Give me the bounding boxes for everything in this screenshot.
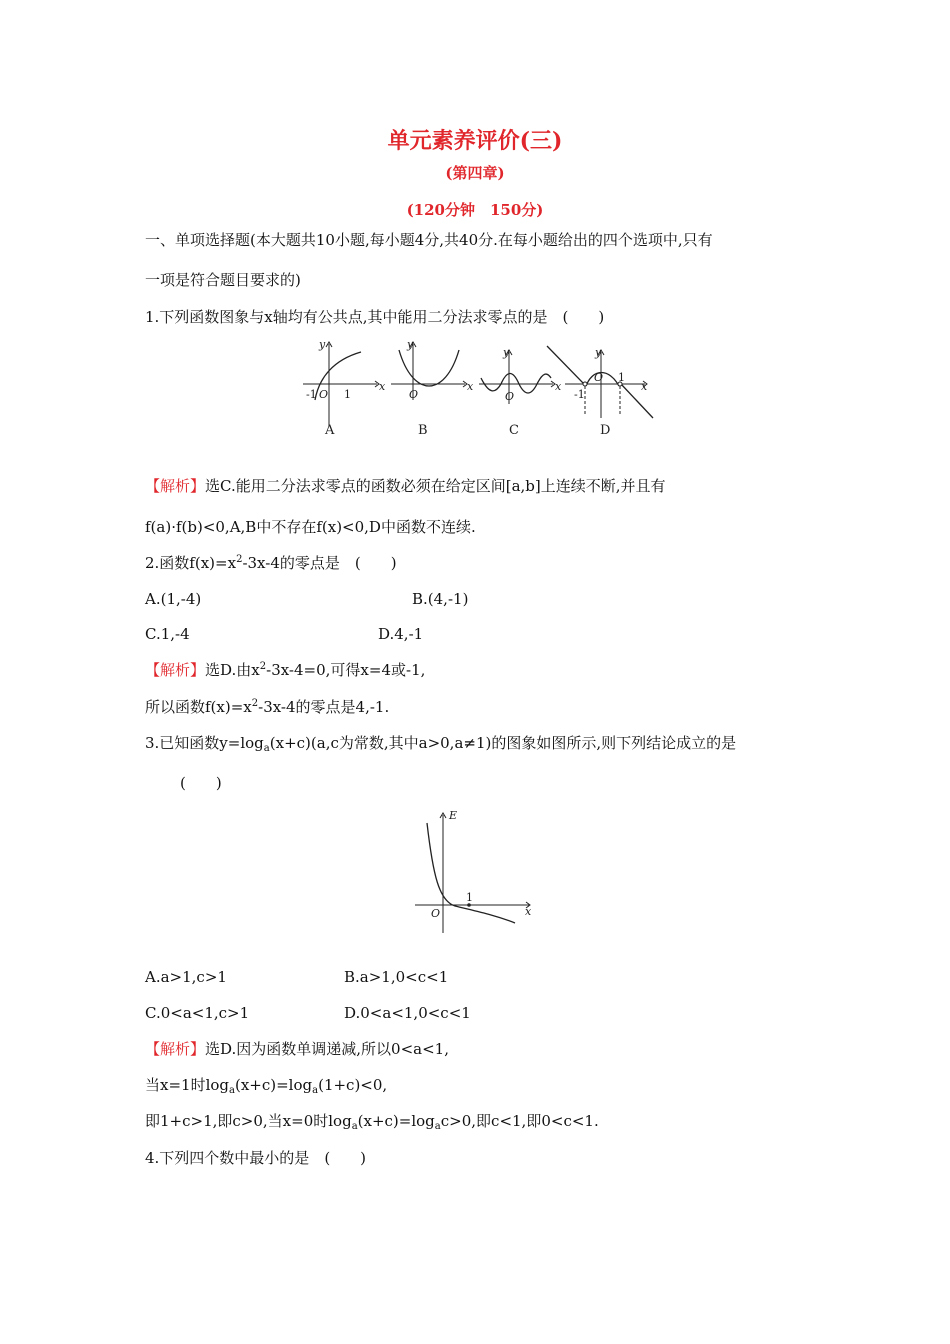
q2-answer-line1: 【解析】选D.由$x^2-3x-4=0$,可得x=4或-1, [145,661,426,679]
q2-option-d: D.4,-1 [378,625,424,643]
q1-graph-label-c: C [509,423,519,438]
q1-graph-a [303,342,379,426]
q1-c-x-label: x [555,380,562,393]
q1-c-y-label: y [503,346,510,359]
q3-answer-line2: 当x=1时$\log_a(x+c)=\log_a(1+c)<0$, [145,1076,388,1096]
q1-a-neg1: -1 [306,388,317,401]
q1-answer-line1: 【解析】选C.能用二分法求零点的函数必须在给定区间[a,b]上连续不断,并且有 [145,477,666,495]
q1-a-origin: O [319,388,329,401]
exam-meta: (120分钟 150分) [406,201,544,219]
q1-answer-line2: f(a)·f(b)<0,A,B中不存在f(x)<0,D中函数不连续. [145,518,476,536]
q1-graph-label-d: D [600,423,611,438]
answer-tag: 【解析】 [145,477,206,495]
q3-option-d: D.0<a<1,0<c<1 [344,1004,471,1022]
q1-a-y-label: y [319,338,326,351]
answer-tag: 【解析】 [145,1040,206,1058]
q1-d-origin: O [594,371,604,384]
section-heading-line2: 一项是符合题目要求的) [145,271,301,289]
q1-b-y-label: y [407,338,414,351]
q3-y-label: E [449,809,458,822]
q1-graphs-figure [295,338,655,443]
q1-graph-label-a: A [325,423,335,438]
q1-a-x-label: x [379,380,386,393]
q2-option-a: A.(1,-4) [145,590,202,608]
section-heading-line1: 一、单项选择题(本大题共10小题,每小题4分,共40分.在每小题给出的四个选项中,只有 [145,231,713,249]
q1-d-one: 1 [618,371,625,384]
q2-stem: 2.函数$f(x)=x^2-3x-4$的零点是 ( ) [145,554,397,572]
q3-one: 1 [466,891,473,904]
q1-b-origin: O [409,388,419,401]
page-title: 单元素养评价(三) [387,128,563,154]
q3-answer-line1: 【解析】选D.因为函数单调递减,所以0<a<1, [145,1040,449,1058]
q3-answer-line3: 即1+c>1,即c>0,当x=0时$\log_a(x+c)=\log_ac>0$,即c<1,即0<c<1. [145,1112,599,1132]
q1-graph-c [479,350,555,404]
q1-graph-b [391,342,467,400]
q1-a-one: 1 [344,388,351,401]
q2-answer-line2: 所以函数$f(x)=x^2-3x-4$的零点是4,-1. [145,698,390,716]
q3-option-a: A.a>1,c>1 [145,968,227,986]
q2-option-c: C.1,-4 [145,625,190,643]
q3-option-c: C.0<a<1,c>1 [145,1004,250,1022]
q1-c-origin: O [505,390,515,403]
q3-option-b: B.a>1,0<c<1 [344,968,449,986]
q1-b-x-label: x [467,380,474,393]
q3-stem: 3.已知函数$y=\log_a(x+c)(a,c$为常数,其中a>0,a≠1)的图象如图所示,则下列结论成立的是 [145,734,737,754]
q2-option-b: B.(4,-1) [412,590,469,608]
q1-stem: 1.下列函数图象与x轴均有公共点,其中能用二分法求零点的是 ( ) [145,308,605,326]
q1-d-neg1: -1 [574,388,585,401]
q1-d-x-label: x [641,380,648,393]
chapter-label: (第四章) [445,164,505,182]
answer-tag: 【解析】 [145,661,206,679]
q1-d-y-label: y [595,346,602,359]
q3-graph-figure [405,805,545,935]
q1-graph-label-b: B [418,423,428,438]
q4-stem: 4.下列四个数中最小的是 ( ) [145,1149,367,1167]
q3-origin: O [431,907,441,920]
q3-x-label: x [525,905,532,918]
q3-stem-paren: ( ) [180,774,222,792]
